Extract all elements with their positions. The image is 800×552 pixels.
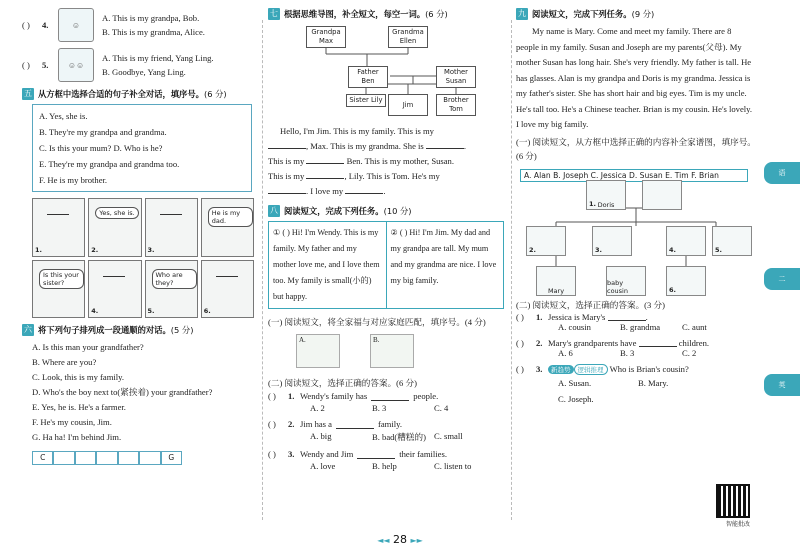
node-father: Father Ben	[348, 66, 388, 88]
comic-panel	[145, 198, 198, 257]
speech-bubble: Who are they?	[152, 269, 197, 289]
sentence-item: D. Who's the boy next to(紧挨着) your grandfather?	[32, 387, 213, 397]
option-a: A. This is my grandpa, Bob.	[102, 13, 200, 23]
r-question-1: ( ) 1. Jessica is Mary's .	[516, 311, 648, 322]
section-6-header: 六 将下列句子排列成一段通顺的对话。(5 分)	[24, 325, 194, 335]
mind-map	[268, 26, 508, 116]
r-options-2	[558, 348, 756, 358]
person-4[interactable]: 4.	[666, 226, 706, 256]
order-grid[interactable]	[32, 451, 182, 465]
person-1[interactable]: 1. Doris	[586, 180, 626, 210]
order-cell[interactable]	[139, 451, 160, 465]
cloze-line-5: . I love my .	[268, 184, 508, 199]
answer-blank[interactable]	[357, 450, 395, 459]
family-tree	[516, 186, 756, 296]
option-item: C. 2	[682, 347, 697, 358]
blank-4[interactable]	[306, 170, 344, 179]
trend-tag: 新趋势	[548, 365, 574, 374]
option-item: A. love	[310, 461, 336, 471]
answer-blank[interactable]	[216, 269, 238, 277]
family-photos	[296, 334, 508, 368]
choice-questions	[268, 391, 508, 471]
question-text-end: family.	[377, 419, 403, 429]
option-item: C. listen to	[434, 461, 472, 471]
photo-a: A.	[296, 334, 340, 368]
middle-column	[268, 0, 508, 532]
option-line: F. He is my brother.	[39, 175, 108, 185]
prev-arrow-icon: ◄◄	[377, 536, 390, 545]
option-line: B. They're my grandpa and grandma.	[39, 127, 167, 137]
option-b: B. Goodbye, Yang Ling.	[102, 67, 186, 77]
answer-blank[interactable]	[336, 420, 374, 429]
photo-b: B.	[370, 334, 414, 368]
comic-panel	[88, 260, 141, 319]
option-row	[310, 431, 508, 443]
node-grandma: Grandma Ellen	[388, 26, 428, 48]
option-line: A. Yes, she is.	[39, 111, 88, 121]
part-1-instruction: (一) 阅读短文，从方框中选择正确的内容补全家谱图，填序号。(6 分)	[516, 136, 756, 161]
answer-paren[interactable]: ( )	[22, 60, 30, 70]
passage-wendy: ① ( ) Hi! I'm Wendy. This is my family. My father and my mother love me, and I love them too. My family is small(小的) but happy.	[269, 222, 387, 308]
answer-paren[interactable]: ( )	[268, 449, 276, 459]
option-a: A. This is my friend, Yang Ling.	[102, 53, 214, 63]
panel-number: 1.	[35, 245, 42, 254]
option-item: A. big	[310, 431, 332, 441]
speech-bubble: Is this your sister?	[39, 269, 84, 289]
right-column	[516, 0, 756, 532]
answer-blank[interactable]	[103, 269, 125, 277]
node-mother: Mother Susan	[436, 66, 476, 88]
panel-number: 3.	[147, 245, 155, 254]
option-item: C. aunt	[682, 321, 707, 332]
part-1-instruction: (一) 阅读短文，将全家福与对应家庭匹配，填序号。(4 分)	[268, 317, 486, 327]
order-cell[interactable]	[96, 451, 117, 465]
choice-question	[268, 391, 508, 401]
order-cell[interactable]	[118, 451, 139, 465]
option-item: C. 4	[434, 403, 449, 413]
node-brother: Brother Tom	[436, 94, 476, 116]
panel-number: 6.	[203, 307, 211, 315]
r-options-1	[558, 322, 756, 332]
comic-panel	[32, 198, 85, 257]
side-tab-1[interactable]: 语	[764, 162, 800, 184]
name-options-box: A. Alan B. Joseph C. Jessica D. Susan E. Tim F. Brian	[520, 169, 748, 182]
r-question-2: ( ) 2. Mary's grandparents have children.	[516, 337, 710, 348]
comic-panel	[145, 260, 198, 319]
option-row	[310, 403, 508, 413]
person-6[interactable]: 6.	[666, 266, 706, 296]
person-5[interactable]: 5.	[712, 226, 752, 256]
question-text: Jim has a	[300, 419, 332, 429]
question-text-end: their families.	[399, 449, 447, 459]
order-cell[interactable]	[75, 451, 96, 465]
order-cell[interactable]: G	[161, 451, 182, 465]
comic-panel	[32, 260, 85, 319]
blank-5[interactable]	[268, 185, 306, 194]
options-box	[32, 104, 252, 192]
question-number: 1.	[288, 391, 295, 401]
grandma-avatar: ☺	[58, 8, 94, 42]
page-number: ◄◄ 28 ►►	[377, 533, 423, 546]
question-text: Wendy and Jim	[300, 449, 354, 459]
answer-paren[interactable]: ( )	[268, 391, 276, 401]
option-item: A. cousin	[558, 321, 591, 332]
person-baby: baby cousin	[606, 266, 646, 296]
question-number: 3.	[288, 449, 295, 459]
comic-panel	[201, 198, 254, 257]
blank-2[interactable]	[426, 140, 464, 149]
section-5-header: 五 从方框中选择合适的句子补全对话，填序号。(6 分)	[24, 89, 227, 99]
section-8-header: 八 阅读短文，完成下列任务。(10 分)	[270, 206, 412, 216]
qr-label: 智能批改	[725, 521, 750, 528]
part-2-instruction: (二) 阅读短文，选择正确的答案。(3 分)	[516, 299, 665, 310]
comic-strip	[32, 198, 254, 318]
section-9-header: 九 阅读短文，完成下列任务。(9 分)	[518, 9, 655, 19]
option-item: B. 3	[620, 347, 635, 358]
person-grandpa	[642, 180, 682, 210]
question-text-end: people.	[413, 391, 439, 401]
part-2-instruction: (二) 阅读短文，选择正确的答案。(6 分)	[268, 378, 417, 388]
option-item: B. help	[372, 461, 397, 471]
blank-r1[interactable]	[608, 312, 646, 321]
question-number: 2.	[288, 419, 295, 429]
answer-blank[interactable]	[371, 392, 409, 401]
option-b: B. This is my grandma, Alice.	[102, 27, 205, 37]
r-options-3: A. Susan. B. Mary. C. Joseph.	[558, 377, 669, 404]
blank-3[interactable]	[306, 155, 344, 164]
option-row	[310, 461, 508, 471]
comic-panel	[88, 198, 141, 257]
cloze-line-4: This is my , Lily. This is Tom. He's my	[268, 171, 440, 181]
section-7-header: 七 根据思维导图，补全短文，每空一词。(6 分)	[270, 9, 448, 19]
panel-number: 5.	[147, 307, 155, 315]
choice-question	[268, 449, 508, 459]
cloze-passage: Hello, I'm Jim. This is my family. This is my	[280, 126, 434, 136]
left-column	[22, 0, 260, 532]
choice-question	[268, 419, 508, 429]
person-mary: Mary	[536, 266, 576, 296]
next-arrow-icon: ►►	[410, 536, 423, 545]
option-item: A. 2	[310, 403, 325, 413]
sentence-item: F. He's my cousin, Jim.	[32, 417, 112, 427]
answer-blank[interactable]	[160, 207, 182, 215]
answer-blank[interactable]	[47, 207, 69, 215]
speech-bubble: Yes, she is.	[95, 207, 138, 219]
qr-code-icon[interactable]	[716, 484, 750, 518]
node-jim: Jim	[388, 94, 428, 116]
sentence-item: C. Look, this is my family.	[32, 372, 125, 382]
option-line: C. Is this your mum? D. Who is he?	[39, 143, 163, 153]
sentence-item: E. Yes, he is. He's a farmer.	[32, 402, 126, 412]
comic-panel	[201, 260, 254, 319]
cloze-line-3: This is my Ben. This is my mother, Susan.	[268, 156, 455, 166]
side-tab-2[interactable]: 二	[764, 268, 800, 290]
order-cell[interactable]: C	[32, 451, 53, 465]
node-grandpa: Grandpa Max	[306, 26, 346, 48]
answer-paren[interactable]: ( )	[268, 419, 276, 429]
r-question-3: ( ) 3. 新趋势 逻辑推理 Who is Brian's cousin?	[516, 364, 689, 374]
passage-mary: My name is Mary. Come and meet my family. There are 8 people in my family. Susan and Joseph are my parents(父母). My mother Susan has long hair. She's very friendly. My father is tall. He has glasses. Alan is my grandpa and Doris is my grandma. Jessica is my father's sister. She has short hair and big eyes. Tim is my uncle. He's tall too. He's a Chinese teacher. Brian is my cousin. He's lovely. I love my big family.	[516, 26, 753, 129]
blank-6[interactable]	[345, 185, 383, 194]
question-text: Wendy's family has	[300, 391, 368, 401]
cloze-line-2: , Max. This is my grandma. She is .	[268, 139, 508, 154]
person-2[interactable]: 2.	[526, 226, 566, 256]
person-3[interactable]: 3.	[592, 226, 632, 256]
side-tab-3[interactable]: 英	[764, 374, 800, 396]
reading-boxes	[268, 221, 504, 309]
question-4: ( ) 4. ☺ A. This is my grandpa, Bob. B. This is my grandma, Alice.	[22, 8, 260, 42]
answer-paren[interactable]: ( )	[22, 20, 30, 30]
sentence-item: G. Ha ha! I'm behind Jim.	[32, 432, 122, 442]
kids-avatar: ☺☺	[58, 48, 94, 82]
passage-jim: ② ( ) Hi! I'm Jim. My dad and my grandpa are tall. My mum and my grandma are nice. I love my big family.	[390, 228, 497, 285]
option-item: B. 3	[372, 403, 387, 413]
logic-tag: 逻辑推理	[574, 364, 608, 375]
option-item: A. 6	[558, 347, 573, 358]
node-sister: Sister Lily	[346, 94, 386, 107]
option-item: C. small	[434, 431, 463, 441]
panel-number: 4.	[91, 307, 99, 315]
sentence-list	[32, 340, 260, 445]
sentence-item: B. Where are you?	[32, 357, 97, 367]
order-cell[interactable]	[53, 451, 74, 465]
blank-1[interactable]	[268, 140, 306, 149]
option-item: B. bad(糟糕的)	[372, 432, 426, 442]
question-5: ( ) 5. ☺☺ A. This is my friend, Yang Ling. B. Goodbye, Yang Ling.	[22, 48, 260, 82]
sentence-item: A. Is this man your grandfather?	[32, 342, 144, 352]
option-line: E. They're my grandpa and grandma too.	[39, 159, 180, 169]
option-item: B. grandma	[620, 321, 661, 332]
panel-number: 2.	[91, 245, 99, 254]
blank-r2[interactable]	[639, 338, 677, 347]
speech-bubble: He is my dad.	[208, 207, 253, 227]
